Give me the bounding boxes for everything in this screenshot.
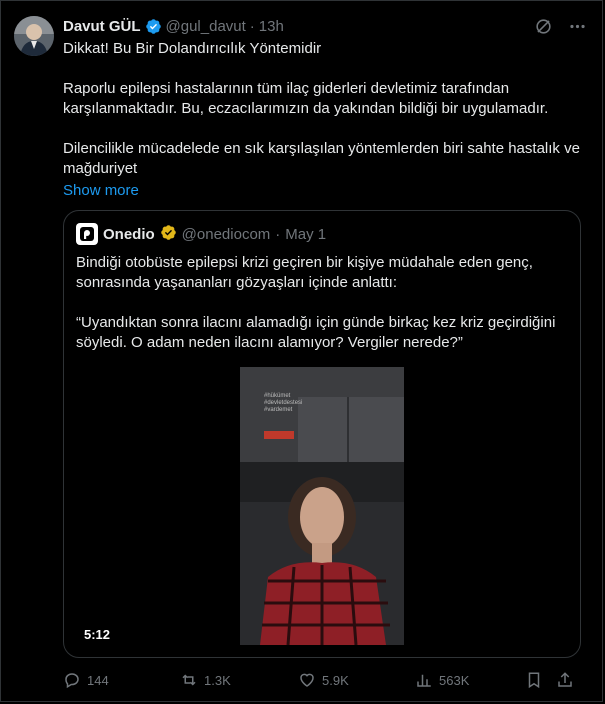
quoted-author-name[interactable]: Onedio [103,225,155,243]
reply-button[interactable] [63,671,180,689]
video-hashtag-1: #hükümet [264,393,291,399]
avatar-portrait [14,16,54,56]
verified-badge-icon [145,18,162,35]
quoted-tweet[interactable] [63,210,581,658]
tweet-top-actions [533,16,587,36]
tweet-title-line: Dikkat! Bu Bir Dolandırıcılık Yöntemidir [63,40,322,57]
header-separator: · [249,17,255,35]
retweet-icon [180,671,198,689]
reply-icon [63,671,81,689]
reply-count: 144 [87,672,109,688]
views-chart-icon [415,671,433,689]
author-avatar[interactable] [14,16,54,56]
more-options-icon[interactable] [567,16,587,36]
quoted-tweet-header [76,223,326,245]
video-duration-badge: 5:12 [84,627,111,642]
video-hashtag-3: #vardemet [264,407,293,413]
bookmark-icon [525,671,543,689]
views-count: 563K [439,672,470,688]
quoted-header-separator: · [275,225,281,243]
quoted-video-player[interactable] [240,367,404,645]
views-button[interactable] [415,671,525,689]
retweet-button[interactable] [180,671,298,689]
share-button[interactable] [556,671,574,689]
like-button[interactable] [298,671,415,689]
bookmark-button[interactable] [525,671,556,689]
verified-gold-badge-icon [160,224,177,245]
like-count: 5.9K [322,672,349,688]
video-hashtag-2: #devletdestesi [264,400,303,406]
tweet-body [63,39,588,201]
quoted-author-handle[interactable]: @onediocom [181,225,271,243]
tweet-paragraph-2: Dilencilikle mücadelede en sık karşılaşılan yöntemlerden biri sahte hastalık ve mağduriyet [63,140,580,177]
quoted-paragraph-1: Bindiği otobüste epilepsi krizi geçiren bir kişiye müdahale eden genç, sonrasında yaşananları gözyaşları içinde anlattı: [76,254,533,291]
quoted-tweet-date[interactable]: May 1 [285,225,327,243]
grok-icon[interactable] [533,16,553,36]
onedio-logo-icon[interactable] [76,223,98,245]
heart-icon [298,671,316,689]
retweet-count: 1.3K [204,672,231,688]
tweet-action-bar [63,668,588,692]
author-name[interactable]: Davut GÜL [63,17,141,35]
tweet-paragraph-1: Raporlu epilepsi hastalarının tüm ilaç giderleri devletimiz tarafından karşılanmaktadır. Bu, eczacılarımızın da yakından bildiği bir uygulamadır. [63,80,549,117]
tweet-header [63,16,284,36]
video-hashtag-overlay [264,393,302,414]
share-icon [556,671,574,689]
show-more-link[interactable]: Show more [63,182,139,199]
tweet-timestamp[interactable]: 13h [258,17,284,35]
quoted-tweet-body [76,253,570,353]
quoted-paragraph-2: “Uyandıktan sonra ilacını alamadığı için günde birkaç kez kriz geçirdiğini söyledi. O adam neden ilacını alamıyor? Vergiler nerede?” [76,314,556,351]
author-handle[interactable]: @gul_davut [165,17,246,35]
